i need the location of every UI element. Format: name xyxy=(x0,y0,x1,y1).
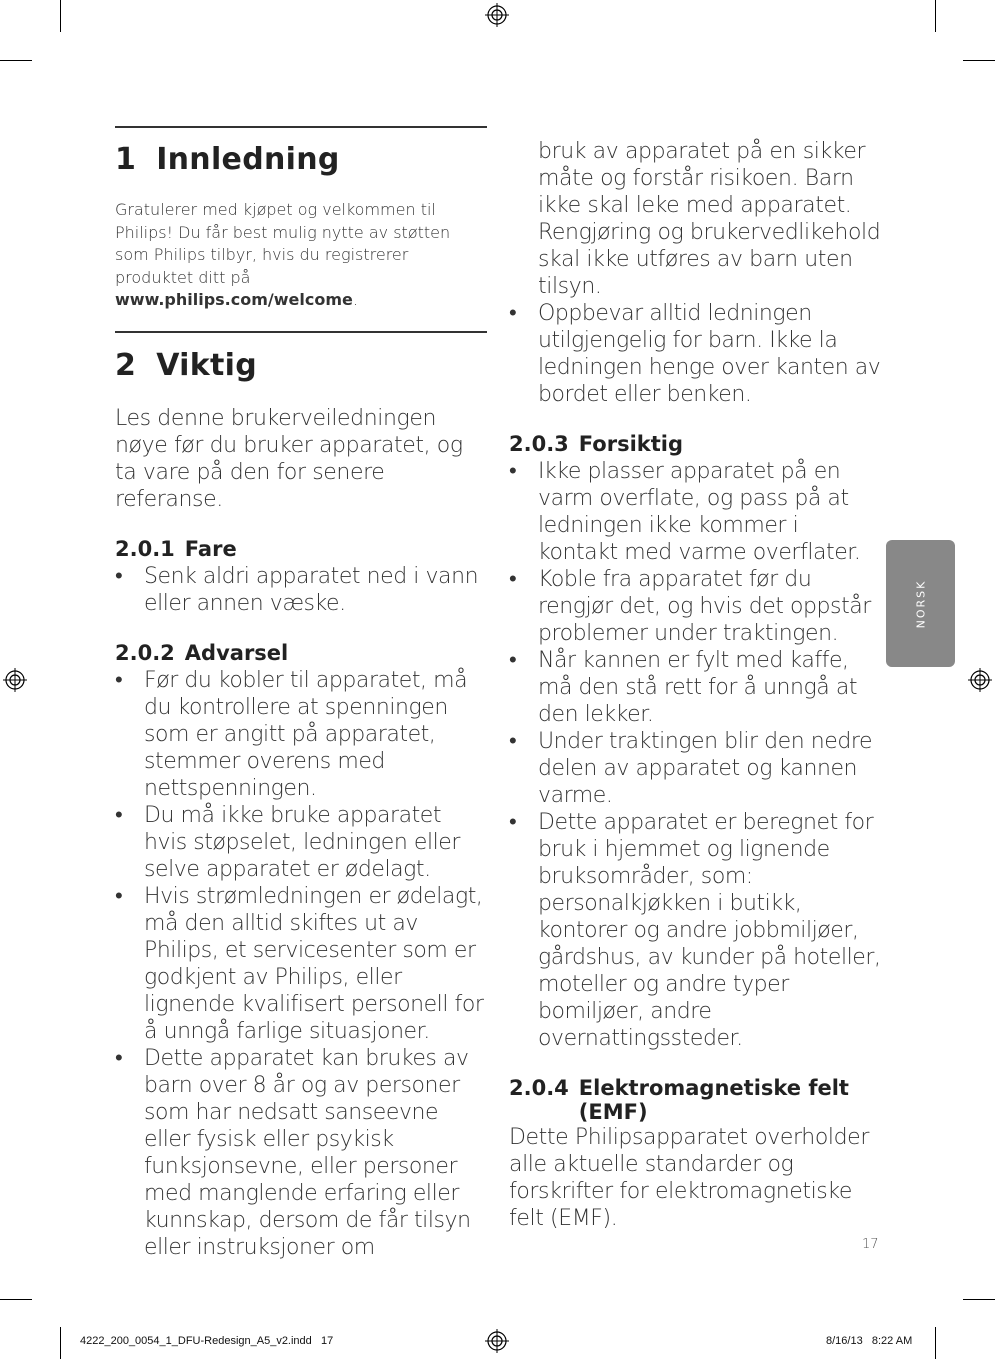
chapter-number: 2 xyxy=(115,348,137,383)
chapter-title xyxy=(115,142,487,177)
chapter-1 xyxy=(115,142,487,312)
list-item: • Før du kobler til apparatet, må du kontrollere at spenningen som er angitt på apparatet, stemmer overens med nettspenningen. xyxy=(115,667,490,802)
list-item: • Ikke plasser apparatet på en varm overflate, og pass på at ledningen ikke kommer i kontakt med varme overflater. xyxy=(509,458,881,566)
right-column xyxy=(509,138,881,1232)
section-number: 2.0.4 xyxy=(509,1076,569,1100)
list-item: • Koble fra apparatet før du rengjør det, og hvis det oppstår problemer under traktingen. xyxy=(509,566,881,647)
footer-date: 8/16/13 8:22 AM xyxy=(826,1335,913,1347)
advarsel-list-continued xyxy=(509,300,881,408)
registration-mark-icon xyxy=(3,668,27,692)
crop-mark xyxy=(60,0,61,32)
chapter-intro: Les denne brukerveiledningen nøye før du bruker apparatet, og ta vare på den for senere referanse. xyxy=(115,406,463,512)
intro-end: . xyxy=(352,290,358,309)
chapter-rule xyxy=(115,331,487,333)
list-item: • Under traktingen blir den nedre delen av apparatet og kannen varme. xyxy=(509,728,881,809)
chapter-title xyxy=(115,348,490,383)
section-number: 2.0.2 xyxy=(115,641,175,665)
registration-mark-icon xyxy=(485,1329,509,1353)
crop-mark xyxy=(935,1327,936,1359)
crop-mark xyxy=(0,1299,32,1300)
section-title: Fare xyxy=(184,537,237,561)
list-item: • Hvis strømledningen er ødelagt, må den alltid skiftes ut av Philips, et servicesenter som er godkjent av Philips, eller lignende kvalifisert personell for å unngå farlige situasjoner. xyxy=(115,883,490,1045)
section-heading-fare xyxy=(115,537,490,561)
list-item: • Dette apparatet kan brukes av barn over 8 år og av personer som har nedsatt sanseevne eller fysisk eller psykisk funksjonsevne, eller personer med manglende erfaring eller kunnskap, dersom de får tilsyn eller instruksjoner om xyxy=(115,1045,490,1261)
section-heading-forsiktig xyxy=(509,432,881,456)
crop-mark xyxy=(963,1299,995,1300)
crop-mark xyxy=(935,0,936,32)
list-item: • Når kannen er fylt med kaffe, må den stå rett for å unngå at den lekker. xyxy=(509,647,881,728)
section-number: 2.0.1 xyxy=(115,537,175,561)
chapter-heading: Viktig xyxy=(156,348,258,383)
language-tab xyxy=(886,540,955,667)
welcome-link[interactable]: www.philips.com/welcome xyxy=(115,290,353,309)
emf-text: Dette Philipsapparatet overholder alle aktuelle standarder og forskrifter for elektromagnetiske felt (EMF). xyxy=(509,1125,869,1231)
list-item: • Du må ikke bruke apparatet hvis støpselet, ledningen eller selve apparatet er ødelagt. xyxy=(115,802,490,883)
section-number: 2.0.3 xyxy=(509,432,569,456)
crop-mark xyxy=(0,60,32,61)
list-item: • Dette apparatet er beregnet for bruk i hjemmet og lignende bruksområder, som: personalkjøkken i butikk, kontorer og andre jobbmiljøer, gårdshus, av kunder på hoteller, moteller og andre typer bomiljøer, andre overnattingssteder. xyxy=(509,809,881,1052)
section-title: Advarsel xyxy=(184,641,289,665)
list-item: • Senk aldri apparatet ned i vann eller annen væske. xyxy=(115,563,490,617)
footer-filename: 4222_200_0054_1_DFU-Redesign_A5_v2.indd 17 xyxy=(80,1335,334,1347)
chapter-rule xyxy=(115,126,487,128)
continued-text: bruk av apparatet på en sikker måte og forstår risikoen. Barn ikke skal leke med apparatet. Rengjøring og brukervedlikehold skal ikke utføres av barn uten tilsyn. xyxy=(538,139,881,299)
chapter-heading: Innledning xyxy=(156,142,340,177)
section-title xyxy=(579,1076,849,1124)
section-title-line2: (EMF) xyxy=(578,1100,648,1124)
chapter-number: 1 xyxy=(115,142,137,177)
page-number: 17 xyxy=(862,1237,879,1252)
language-tab-label: NORSK xyxy=(914,579,927,628)
fare-list xyxy=(115,563,490,617)
section-title: Forsiktig xyxy=(578,432,684,456)
crop-mark xyxy=(963,60,995,61)
intro-text: Gratulerer med kjøpet og velkommen til Philips! Du får best mulig nytte av støtten som Philips tilbyr, hvis du registrerer produktet ditt på xyxy=(115,200,451,287)
advarsel-list xyxy=(115,667,490,1261)
registration-mark-icon xyxy=(968,668,992,692)
registration-mark-icon xyxy=(485,3,509,27)
forsiktig-list xyxy=(509,458,881,1052)
section-heading-advarsel xyxy=(115,641,490,665)
intro-paragraph xyxy=(115,199,475,312)
section-title-line1: Elektromagnetiske felt xyxy=(578,1076,849,1100)
section-heading-emf xyxy=(509,1076,881,1124)
chapter-2 xyxy=(115,348,490,1261)
list-item: • Oppbevar alltid ledningen utilgjengelig for barn. Ikke la ledningen henge over kanten av bordet eller benken. xyxy=(509,300,881,408)
crop-mark xyxy=(60,1327,61,1359)
